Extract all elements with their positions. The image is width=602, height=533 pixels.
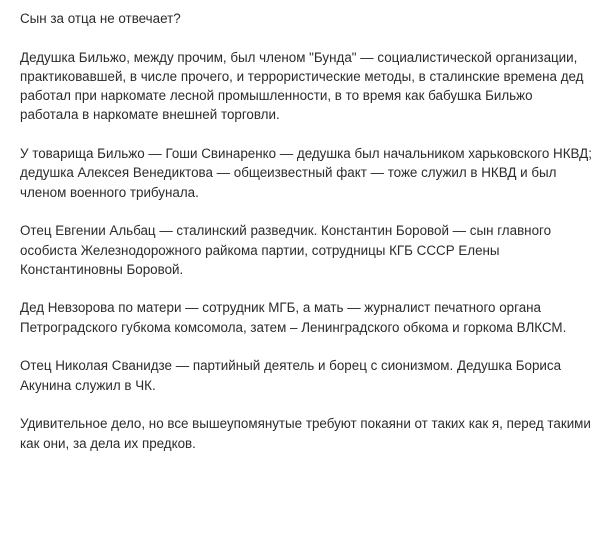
post-title: Сын за отца не отвечает? [20, 11, 181, 26]
paragraph-albats-borovoy: Отец Евгении Альбац — сталинский разведчик. Константин Боровой — сын главного особиста Железнодорожного райкома партии, сотрудницы КГБ СССР Елены Константиновны Боровой. [20, 223, 552, 277]
paragraph-svinarenko-venediktov: У товарища Бильжо — Гоши Свинаренко — дедушка был начальником харьковского НКВД; дедушка Алексея Венедиктова — общеизвестный факт — тоже служил в НКВД и был членом военного трибунала. [20, 146, 592, 200]
paragraph-biljo: Дедушка Бильжо, между прочим, был членом "Бунда" — социалистической организации, практиковавшей, в числе прочего, и террористические методы, в сталинские времена дед работал при наркомате лесной промышленности, в то время как бабушка Бильжо работала в наркомате внешней торговли. [20, 49, 584, 123]
paragraph-conclusion: Удивительное дело, но все вышеупомянутые требуют покаяни от таких как я, перед такими как они, за дела их предков. [20, 416, 591, 451]
paragraph-nevzorov: Дед Невзорова по матери — сотрудник МГБ, а мать — журналист печатного органа Петроградского губкома комсомола, затем – Ленинградского обкома и горкома ВЛКСМ. [20, 300, 567, 335]
paragraph-svanidze-akunin: Отец Николая Сванидзе — партийный деятель и борец с сионизмом. Дедушка Бориса Акунина служил в ЧК. [20, 358, 562, 393]
